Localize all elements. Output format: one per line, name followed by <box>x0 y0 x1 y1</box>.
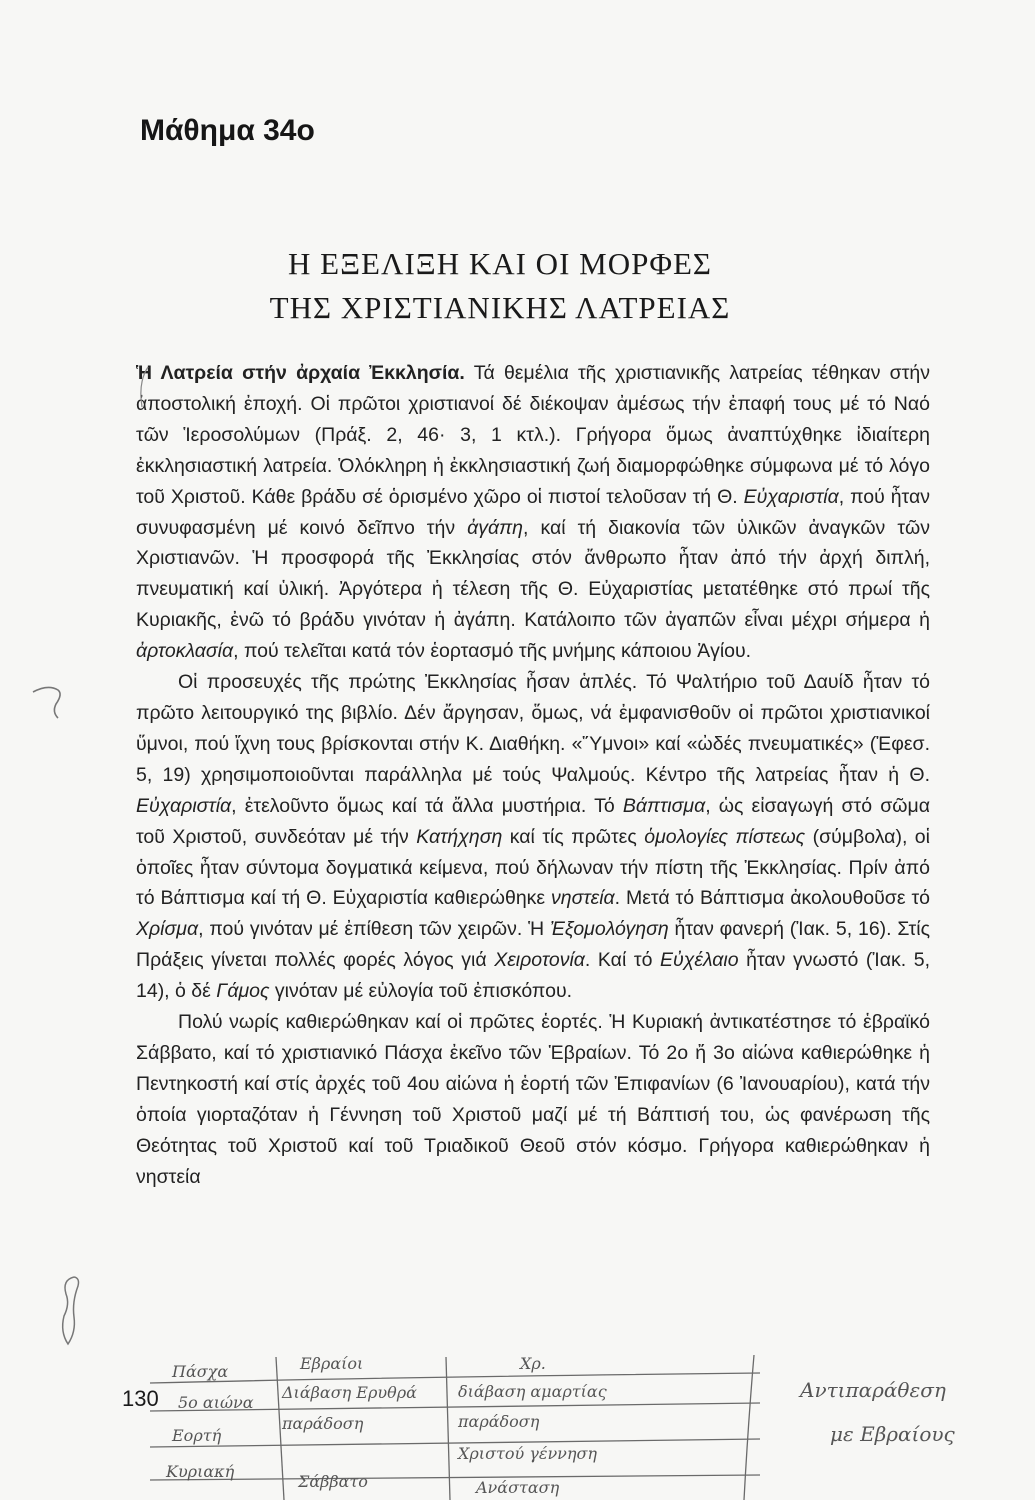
emphasized-term: ὁμολογίες πίστεως <box>644 825 806 848</box>
text-run: , ὡς εἰσαγωγή στό σῶμα τοῦ Χριστοῦ, συνδεόταν μέ τήν <box>136 794 931 848</box>
text-run: ἦταν γνωστό (Ἰακ. 5, 14), ὁ δέ <box>136 949 931 1003</box>
handwritten-table <box>0 1355 1035 1500</box>
body-text <box>136 358 930 1192</box>
text-run: , πού γινόταν μέ ἐπίθεση τῶν χειρῶν. Ἡ <box>198 918 550 941</box>
text-run: , καί τή διακονία τῶν ὑλικῶν ἀναγκῶν τῶν Χριστιανῶν. Ἡ προσφορά τῆς Ἐκκλησίας στόν ἄνθρωπο ἦταν ἀπό τήν ἀρχή διπλή, πνευματική καί ὑλική. Ἀργότερα ἡ τέλεση τῆς Θ. Εὐχαριστίας μετατέθηκε στό πρωί τῆς Κυριακῆς, ἐνῶ τό βράδυ γινόταν ἡ ἀγάπη. Κατάλοιπο τῶν ἀγαπῶν εἶναι μέχρι σήμερα ἡ <box>136 516 930 632</box>
emphasized-term: Κατήχηση <box>416 825 503 848</box>
text-run: Πολύ νωρίς καθιερώθηκαν καί οἱ πρῶτες ἑορτές. Ἡ Κυριακή ἀντικατέστησε τό ἑβραϊκό Σάββατο, καί τό χριστιανικό Πάσχα ἐκεῖνο τῶν Ἑβραίων. Τό 2ο ἤ 3ο αἰώνα καθιερώθηκε ἡ Πεντηκοστή καί στίς ἀρχές τοῦ 4ου αἰώνα ἡ ἑορτή τῶν Ἐπιφανίων (6 Ἰανουαρίου), κατά τήν ὁποία γιορταζόταν ἡ Γέννηση τοῦ Χριστοῦ μαζί μέ τή Βάπτισή του, ὡς φανέρωση τῆς Θεότητας τοῦ Χριστοῦ καί τοῦ Τριαδικοῦ Θεοῦ στόν κόσμο. Γρήγορα καθιερώθηκαν ἡ νηστεία <box>136 1011 930 1188</box>
emphasized-term: Χρίσμα <box>136 918 199 941</box>
margin-number-mark <box>52 1272 92 1352</box>
section-lead: Ἡ Λατρεία στήν ἀρχαία Ἐκκλησία. <box>136 362 465 384</box>
emphasized-term: Εὐχαριστία <box>743 485 839 508</box>
handwritten-side-note: με Εβραίους <box>830 1422 955 1446</box>
handwritten-cell: Ανάσταση <box>476 1478 560 1497</box>
chapter-title-line-1: Η ΕΞΕΛΙΞΗ ΚΑΙ ΟΙ ΜΟΡΦΕΣ <box>288 246 712 281</box>
handwritten-side-note: Αντιπαράθεση <box>800 1378 946 1402</box>
text-run: , πού ἦταν συνυφασμένη μέ κοινό δεῖπνο τήν <box>136 485 930 539</box>
handwritten-cell: διάβαση αμαρτίας <box>458 1382 607 1401</box>
emphasized-term: νηστεία <box>551 887 615 910</box>
text-run: , ἐτελοῦντο ὅμως καί τά ἄλλα μυστήρια. Τό <box>231 794 623 817</box>
text-run: (σύμβολα), οἱ ὁποῖες ἦταν σύντομα δογματικά κείμενα, πού δήλωναν τήν πίστη τῆς Ἐκκλησίας. Πρίν ἀπό τό Βάπτισμα καί τή Θ. Εὐχαριστία καθιερώθηκε <box>136 825 930 910</box>
handwritten-cell: Εορτή <box>172 1426 222 1445</box>
handwritten-cell: Διάβαση Ερυθρά <box>282 1383 417 1402</box>
emphasized-term: ἀρτοκλασία <box>136 640 234 663</box>
emphasized-term: ἀγάπη <box>467 516 524 539</box>
handwritten-cell: Σάββατο <box>298 1472 368 1491</box>
paragraph <box>136 358 930 667</box>
emphasized-term: Γάμος <box>216 980 270 1003</box>
handwritten-cell: 5ο αιώνα <box>178 1393 254 1412</box>
handwritten-cell: Χρ. <box>520 1355 546 1373</box>
emphasized-term: Βάπτισμα <box>622 794 706 817</box>
emphasized-term: Χειροτονία <box>494 949 585 972</box>
handwritten-cell: Πάσχα <box>172 1362 229 1381</box>
page-number: 130 <box>122 1386 159 1411</box>
handwritten-cell: Εβραίοι <box>300 1355 364 1373</box>
chapter-title <box>130 242 870 330</box>
text-run: καί τίς πρῶτες <box>502 825 645 848</box>
text-run: γινόταν μέ εὐλογία τοῦ ἐπισκόπου. <box>269 980 573 1003</box>
text-run: , πού τελεῖται κατά τόν ἑορτασμό τῆς μνήμης κάποιου Ἁγίου. <box>233 640 752 663</box>
text-run: ἦταν φανερή (Ἰακ. 5, 16). Στίς Πράξεις γίνεται πολλές φορές λόγος γιά <box>136 918 930 972</box>
emphasized-term: Εὐχαριστία <box>136 794 232 817</box>
text-run: Οἱ προσευχές τῆς πρώτης Ἐκκλησίας ἦσαν ἁπλές. Τό Ψαλτήριο τοῦ Δαυίδ ἦταν τό πρῶτο λειτουργικό της βιβλίο. Δέν ἄργησαν, ὅμως, νά ἐμφανισθοῦν οἱ πρῶτοι χριστιανικοί ὕμνοι, πού ἴχνη τους βρίσκονται στήν Κ. Διαθήκη. «Ὕμνοι» καί «ὠδές πνευματικές» (Ἐφεσ. 5, 19) χρησιμοποιοῦνται παράλληλα μέ τούς Ψαλμούς. Κέντρο τῆς λατρείας ἦταν ἡ Θ. <box>136 671 930 786</box>
handwritten-cell: Κυριακή <box>166 1462 235 1481</box>
paragraph <box>136 1007 930 1192</box>
text-run: . Καί τό <box>584 949 660 972</box>
lesson-label: Μάθημα 34ο <box>140 114 315 147</box>
margin-check-mark <box>28 674 78 724</box>
handwritten-cell: παράδοση <box>282 1414 364 1433</box>
handwritten-cell: παράδοση <box>458 1412 540 1431</box>
emphasized-term: Ἐξομολόγηση <box>549 918 669 941</box>
chapter-title-line-2: ΤΗΣ ΧΡΙΣΤΙΑΝΙΚΗΣ ΛΑΤΡΕΙΑΣ <box>269 290 731 325</box>
paragraph <box>136 667 930 1007</box>
text-run: Τά θεμέλια τῆς χριστιανικῆς λατρείας τέθηκαν στήν ἀποστολική ἐποχή. Οἱ πρῶτοι χριστιανοί δέ διέκοψαν ἀμέσως τήν ἐπαφή τους μέ τό Ναό τῶν Ἱεροσολύμων (Πράξ. 2, 46· 3, 1 κτλ.). Γρήγορα ὅμως ἀναπτύχθηκε ἰδιαίτερη ἐκκλησιαστική λατρεία. Ὁλόκληρη ἡ ἐκκλησιαστική ζωή διαμορφώθηκε σύμφωνα μέ τό λόγο τοῦ Χριστοῦ. Κάθε βράδυ σέ ὁρισμένο χῶρο οἱ πιστοί τελοῦσαν τή Θ. <box>136 362 930 508</box>
text-run: . Μετά τό Βάπτισμα ἀκολουθοῦσε τό <box>614 887 930 910</box>
emphasized-term: Εὐχέλαιο <box>660 949 739 972</box>
handwritten-cell: Χριστού γέννηση <box>458 1444 597 1463</box>
